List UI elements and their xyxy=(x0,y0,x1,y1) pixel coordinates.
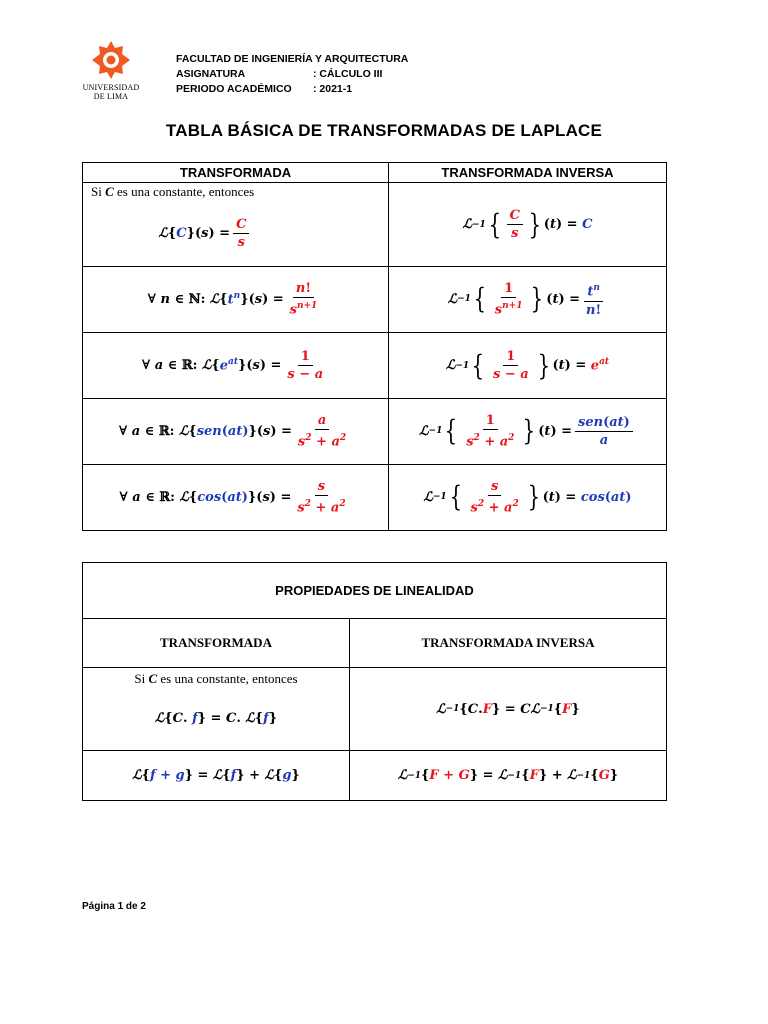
linearity-inverse-formula-sum: ℒ −1 { F + G } = ℒ −1 { F } + ℒ −1 { G } xyxy=(397,768,619,783)
linearity-transform-constant xyxy=(83,668,350,751)
table-row xyxy=(83,267,667,333)
table-row xyxy=(83,465,667,531)
inverse-cell-cos xyxy=(389,465,667,531)
page-number: Página 1 de 2 xyxy=(82,901,146,912)
linearity-formula-constant: ℒ { C . f } = C . ℒ { f } xyxy=(154,710,278,726)
inverse-cell-power xyxy=(389,267,667,333)
constant-note: Si C es una constante, entonces xyxy=(91,184,255,199)
page-title: TABLA BÁSICA DE TRANSFORMADAS DE LAPLACE xyxy=(165,121,603,140)
formula-cos: ∀ a ∈ ℝ: ℒ { cos(at) }( s ) = $\frac{s}{s^2 + a^2}$ xyxy=(119,479,346,516)
table-row xyxy=(83,333,667,399)
formula-constant: ℒ { C }( s ) = $\frac{C}{s}$ xyxy=(83,199,388,250)
logo-text-line-1: UNIVERSIDAD xyxy=(82,83,140,92)
university-star-icon xyxy=(91,40,131,80)
inverse-formula-exp: ℒ −1 { $\frac{1}{s - a}$ } ( t ) = $e^{at}$ xyxy=(445,348,610,382)
formula-sin: ∀ a ∈ ℝ: ℒ { sen(at) }( s ) = $\frac{a}{s^2 + a^2}$ xyxy=(118,413,347,450)
inverse-formula-power: ℒ −1 { $\frac{1}{s^{n+1}}$ } ( t ) = $\frac{t^n}{n!}$ xyxy=(447,281,602,318)
inverse-cell-constant xyxy=(389,183,667,267)
transform-cell-power xyxy=(83,267,389,333)
transform-cell-cos xyxy=(83,465,389,531)
formula-exp: ∀ a ∈ ℝ: ℒ { $e^{at}$ }( s ) = $\frac{1}{s - a}$ xyxy=(141,349,324,382)
period-label: PERIODO ACADÉMICO xyxy=(176,83,292,95)
transform-cell-exp xyxy=(83,333,389,399)
linearity-inverse-constant xyxy=(350,668,667,751)
inverse-formula-sin: ℒ −1 { $\frac{1}{s^2 + a^2}$ } ( t ) = $\frac{\text{sen(at)}}{a}$ xyxy=(389,413,666,449)
table-row xyxy=(83,399,667,465)
laplace-table xyxy=(82,162,667,531)
university-logo xyxy=(78,40,144,101)
transform-cell-constant xyxy=(83,183,389,267)
logo-text-line-2: DE LIMA xyxy=(93,92,129,101)
linearity-constant-note: Si C es una constante, entonces xyxy=(134,671,298,686)
linearity-col-header-transform: TRANSFORMADA xyxy=(83,619,350,668)
linearity-formula-sum: ℒ { f + g } = ℒ { f } + ℒ { g } xyxy=(132,768,300,783)
table-row xyxy=(83,183,667,267)
period-value: : 2021-1 xyxy=(313,83,353,95)
col-header-transform: TRANSFORMADA xyxy=(83,163,389,183)
subject-value: : CÁLCULO III xyxy=(313,68,383,80)
linearity-table xyxy=(82,562,667,801)
header-row-period xyxy=(176,82,408,97)
header-row-faculty xyxy=(176,52,408,67)
inverse-cell-sin xyxy=(389,399,667,465)
linearity-transform-sum xyxy=(83,751,350,801)
col-header-inverse: TRANSFORMADA INVERSA xyxy=(389,163,667,183)
inverse-formula-cos: ℒ −1 { $\frac{s}{s^2 + a^2}$ } ( t ) = cos(at) xyxy=(423,479,632,516)
subject-label: ASIGNATURA xyxy=(176,68,246,80)
linearity-col-header-inverse: TRANSFORMADA INVERSA xyxy=(350,619,667,668)
table-row xyxy=(83,668,667,751)
linearity-inverse-formula-constant: ℒ −1 { C . F } = C ℒ −1 { F } xyxy=(436,701,580,717)
inverse-formula-constant: ℒ −1 { $\frac{C}{s}$ } ( t ) = C xyxy=(462,207,593,241)
header-row-subject xyxy=(176,67,408,82)
table-row xyxy=(83,751,667,801)
transform-cell-sin xyxy=(83,399,389,465)
faculty-label: FACULTAD DE INGENIERÍA Y ARQUITECTURA xyxy=(176,53,409,65)
linearity-title: PROPIEDADES DE LINEALIDAD xyxy=(83,563,667,619)
formula-power: ∀ n ∈ ℕ: ℒ { $t^n$ }( s ) = $\frac{n!}{s^{n+1}}$ xyxy=(147,281,318,318)
inverse-cell-exp xyxy=(389,333,667,399)
linearity-inverse-sum xyxy=(350,751,667,801)
course-header xyxy=(176,52,408,97)
